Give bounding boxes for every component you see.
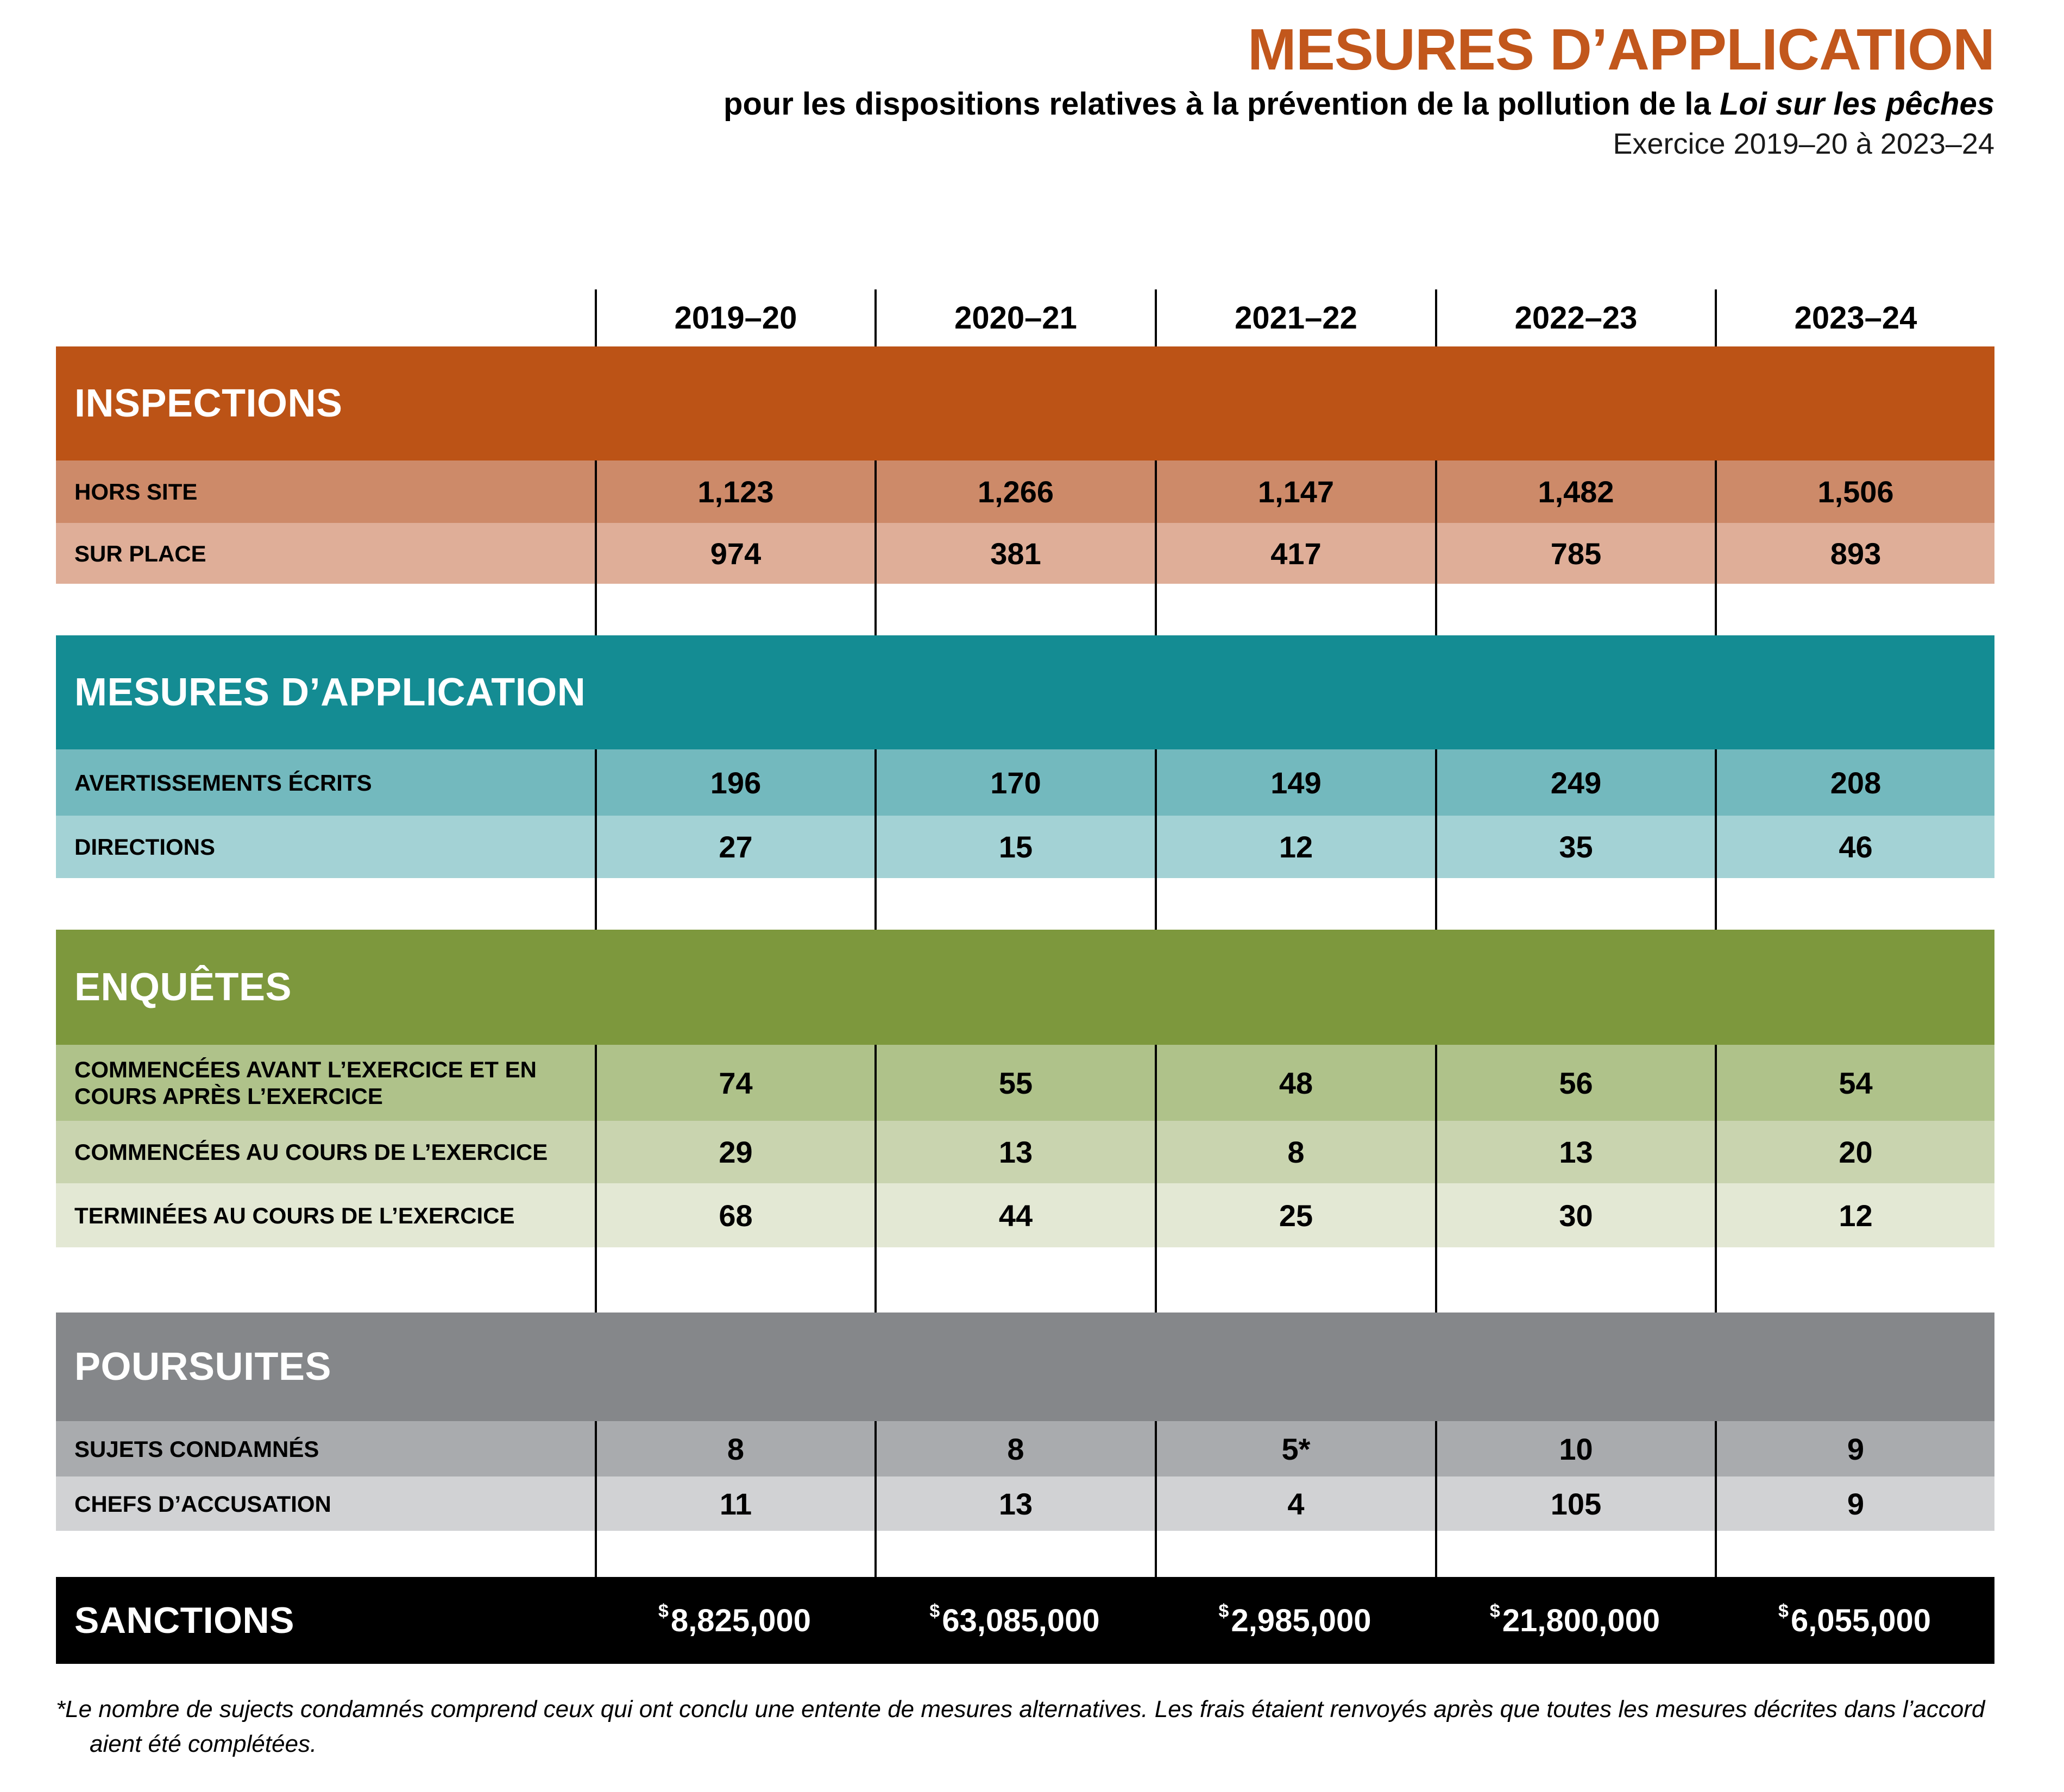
column-header-2: 2020–21 <box>874 289 1155 346</box>
value-cell: 25 <box>1155 1183 1435 1247</box>
spacer-cell <box>56 1247 595 1313</box>
sanctions-value <box>1435 1577 1715 1664</box>
spacer-cell <box>595 878 874 930</box>
sanctions-value <box>595 1577 874 1664</box>
dollar-sign: $ <box>658 1600 669 1621</box>
section-header-inspections <box>56 346 1994 460</box>
value-cell: 56 <box>1435 1045 1715 1121</box>
value-cell: 8 <box>1155 1121 1435 1183</box>
row-hors-site <box>56 460 1994 523</box>
enforcement-table <box>56 289 1994 1664</box>
value-cell: 68 <box>595 1183 874 1247</box>
spacer-cell <box>874 1247 1155 1313</box>
value-cell: 20 <box>1715 1121 1994 1183</box>
row-label: COMMENCÉES AVANT L’EXERCICE ET EN COURS APRÈS L’EXERCICE <box>74 1056 537 1109</box>
row-sur-place <box>56 523 1994 584</box>
row-commencees-cours <box>56 1121 1994 1183</box>
section-header-enquetes <box>56 930 1994 1045</box>
value-cell: 1,123 <box>595 460 874 523</box>
year-header-row <box>56 289 1994 346</box>
value-cell: 35 <box>1435 816 1715 878</box>
value-cell: 13 <box>1435 1121 1715 1183</box>
spacer-cell <box>595 1247 874 1313</box>
value-cell: 29 <box>595 1121 874 1183</box>
section-title: POURSUITES <box>74 1345 332 1389</box>
value-cell: 11 <box>595 1476 874 1531</box>
row-label: CHEFS D’ACCUSATION <box>74 1491 331 1517</box>
value-cell: 8 <box>595 1421 874 1476</box>
column-header-4: 2022–23 <box>1435 289 1715 346</box>
spacer-cell <box>874 584 1155 635</box>
column-header-5: 2023–24 <box>1715 289 1994 346</box>
value-cell: 48 <box>1155 1045 1435 1121</box>
spacer-row <box>56 1531 1994 1577</box>
spacer-row <box>56 1247 1994 1313</box>
value-cell: 12 <box>1715 1183 1994 1247</box>
value-cell: 8 <box>874 1421 1155 1476</box>
sanctions-value <box>874 1577 1155 1664</box>
value-cell: 4 <box>1155 1476 1435 1531</box>
value-cell: 44 <box>874 1183 1155 1247</box>
row-label: AVERTISSEMENTS ÉCRITS <box>74 769 372 796</box>
spacer-cell <box>1155 1247 1435 1313</box>
subtitle <box>56 87 1994 122</box>
spacer-cell <box>1435 584 1715 635</box>
spacer-cell <box>874 1531 1155 1577</box>
spacer-row <box>56 584 1994 635</box>
subtitle-act-name: Loi sur les pêches <box>1719 86 1994 122</box>
row-sujets-condamnes <box>56 1421 1994 1476</box>
value-cell: 381 <box>874 523 1155 584</box>
amount: 21,800,000 <box>1502 1602 1660 1638</box>
sanctions-row <box>56 1577 1994 1664</box>
row-label: SUJETS CONDAMNÉS <box>74 1436 319 1462</box>
section-title: ENQUÊTES <box>74 966 292 1009</box>
spacer-cell <box>56 878 595 930</box>
row-label: DIRECTIONS <box>74 834 216 860</box>
spacer-cell <box>1715 1531 1994 1577</box>
value-cell: 974 <box>595 523 874 584</box>
spacer-cell <box>1155 878 1435 930</box>
spacer-cell <box>1435 1247 1715 1313</box>
value-cell: 249 <box>1435 749 1715 816</box>
spacer-cell <box>1435 1531 1715 1577</box>
row-terminees <box>56 1183 1994 1247</box>
amount: 8,825,000 <box>670 1602 811 1638</box>
row-directions <box>56 816 1994 878</box>
row-label: SUR PLACE <box>74 540 206 566</box>
value-cell: 893 <box>1715 523 1994 584</box>
value-cell: 170 <box>874 749 1155 816</box>
value-cell: 46 <box>1715 816 1994 878</box>
spacer-cell <box>1155 584 1435 635</box>
value-cell: 9 <box>1715 1476 1994 1531</box>
spacer-cell <box>1435 878 1715 930</box>
value-cell: 196 <box>595 749 874 816</box>
row-label: TERMINÉES AU COURS DE L’EXERCICE <box>74 1202 515 1228</box>
footnote: *Le nombre de sujects condamnés comprend ceux qui ont conclu une entente de mesures alternatives. Les frais étaient renvoyés après que toutes les mesures décrites dans l’accord aient été complétées. <box>56 1696 1985 1758</box>
value-cell: 54 <box>1715 1045 1994 1121</box>
value-cell: 74 <box>595 1045 874 1121</box>
section-title: MESURES D’APPLICATION <box>74 671 586 715</box>
section-header-poursuites <box>56 1313 1994 1421</box>
section-title: INSPECTIONS <box>74 382 343 426</box>
value-cell: 5* <box>1155 1421 1435 1476</box>
value-cell: 55 <box>874 1045 1155 1121</box>
subtitle-plain: pour les dispositions relatives à la prévention de la pollution de la <box>723 86 1720 122</box>
corner-cell <box>56 289 595 346</box>
dollar-sign: $ <box>929 1600 940 1621</box>
dollar-sign: $ <box>1778 1600 1789 1621</box>
spacer-cell <box>874 878 1155 930</box>
page-title: MESURES D’APPLICATION <box>1247 16 1994 82</box>
row-label: HORS SITE <box>74 479 198 505</box>
sanctions-value <box>1155 1577 1435 1664</box>
spacer-cell <box>595 1531 874 1577</box>
value-cell: 30 <box>1435 1183 1715 1247</box>
sanctions-value <box>1715 1577 1994 1664</box>
value-cell: 208 <box>1715 749 1994 816</box>
spacer-cell <box>1715 584 1994 635</box>
row-commencees-avant <box>56 1045 1994 1121</box>
spacer-cell <box>1715 878 1994 930</box>
value-cell: 13 <box>874 1476 1155 1531</box>
value-cell: 9 <box>1715 1421 1994 1476</box>
value-cell: 10 <box>1435 1421 1715 1476</box>
row-label: COMMENCÉES AU COURS DE L’EXERCICE <box>74 1139 548 1165</box>
amount: 63,085,000 <box>942 1602 1100 1638</box>
spacer-cell <box>1715 1247 1994 1313</box>
value-cell: 27 <box>595 816 874 878</box>
section-header-mesures <box>56 635 1994 749</box>
value-cell: 149 <box>1155 749 1435 816</box>
value-cell: 12 <box>1155 816 1435 878</box>
value-cell: 105 <box>1435 1476 1715 1531</box>
spacer-row <box>56 878 1994 930</box>
spacer-cell <box>56 1531 595 1577</box>
value-cell: 13 <box>874 1121 1155 1183</box>
value-cell: 1,506 <box>1715 460 1994 523</box>
spacer-cell <box>595 584 874 635</box>
row-chefs-accusation <box>56 1476 1994 1531</box>
value-cell: 1,482 <box>1435 460 1715 523</box>
amount: 6,055,000 <box>1790 1602 1931 1638</box>
value-cell: 15 <box>874 816 1155 878</box>
value-cell: 1,266 <box>874 460 1155 523</box>
amount: 2,985,000 <box>1231 1602 1371 1638</box>
row-avertissements <box>56 749 1994 816</box>
column-header-3: 2021–22 <box>1155 289 1435 346</box>
sanctions-label: SANCTIONS <box>74 1600 294 1642</box>
header <box>56 16 1994 160</box>
value-cell: 417 <box>1155 523 1435 584</box>
column-header-1: 2019–20 <box>595 289 874 346</box>
period-line: Exercice 2019–20 à 2023–24 <box>1613 127 1994 160</box>
spacer-cell <box>1155 1531 1435 1577</box>
dollar-sign: $ <box>1218 1600 1229 1621</box>
value-cell: 1,147 <box>1155 460 1435 523</box>
value-cell: 785 <box>1435 523 1715 584</box>
dollar-sign: $ <box>1489 1600 1500 1621</box>
spacer-cell <box>56 584 595 635</box>
